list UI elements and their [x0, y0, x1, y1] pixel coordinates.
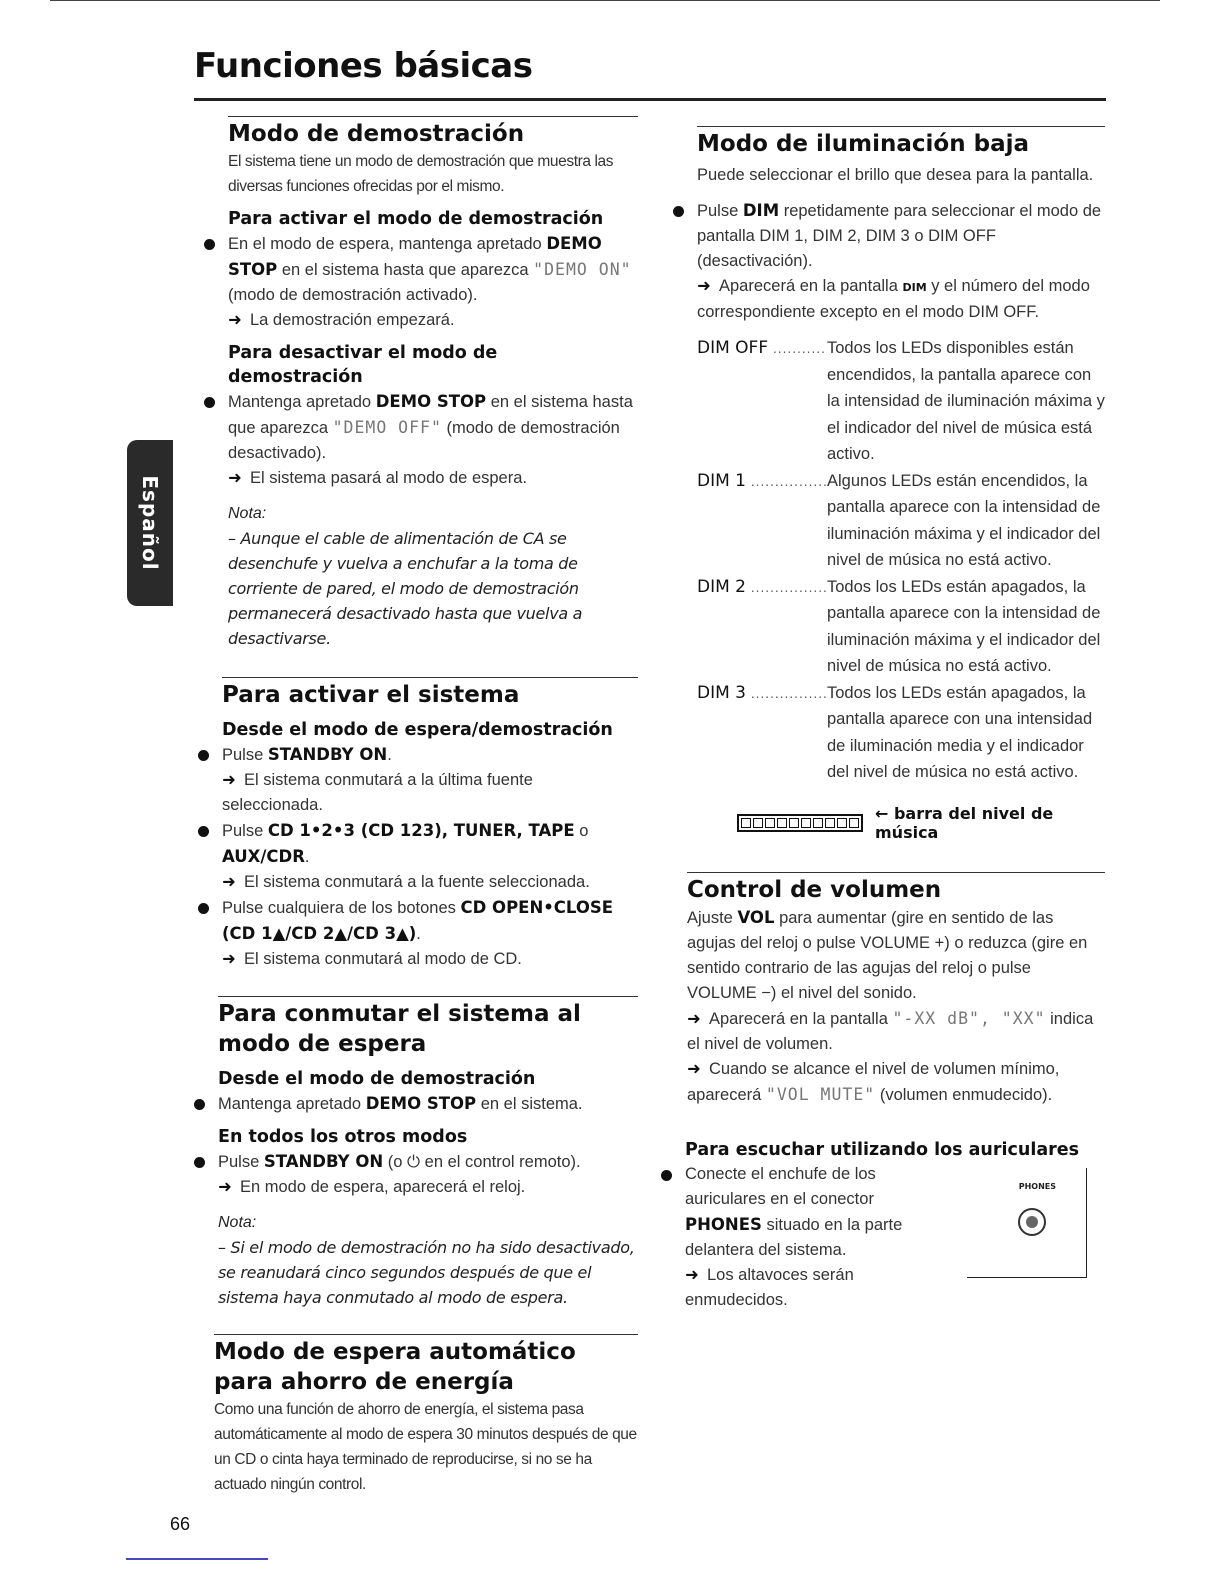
text: Pulse [697, 202, 743, 220]
dim-mode-key: DIM 3 ..... [697, 680, 827, 786]
standby-result [218, 1175, 638, 1200]
standby-on-key: STANDBY ON [267, 745, 388, 764]
lcd-text: "DEMO ON" [533, 260, 632, 279]
dim-result [697, 274, 1105, 325]
demo-activate-step [228, 231, 638, 308]
text: Cuando se alcance el nivel de volumen mínimo, aparecerá [687, 1059, 1060, 1104]
result-text: El sistema pasará al modo de espera. [250, 469, 527, 487]
text: indica el nivel de volumen. [687, 1009, 1094, 1053]
arrow-icon: ➜ [685, 1265, 699, 1284]
arrow-icon: ➜ [222, 950, 236, 968]
volume-result-1 [687, 1006, 1105, 1057]
language-tab [127, 440, 173, 606]
result-text: El sistema conmutará a la última fuente seleccionada. [222, 771, 533, 814]
section-dim-mode [697, 126, 1105, 842]
page-number: 66 [170, 1514, 191, 1534]
volume-heading: Control de volumen [687, 876, 942, 903]
text: (modo de demostración activado). [228, 286, 478, 304]
phones-key: PHONES [685, 1214, 762, 1234]
arrow-icon: ➜ [228, 311, 242, 329]
text: Aparecerá en la pantalla [709, 1009, 893, 1028]
demo-deactivate-result [228, 466, 638, 491]
demo-note-text: – Aunque el cable de alimentación de CA se desenchufe y vuelva a enchufar a la toma de corriente de pared, el modo de demostración permanecerá desactivado hasta que vuelva a desactivarse. [228, 529, 583, 648]
dim-mode-key: DIM 2 ..... [697, 574, 827, 680]
dim-mode-row [697, 468, 1105, 574]
text: o [574, 822, 589, 840]
section-rule [228, 116, 638, 117]
text: (modo de demostración desactivado). [228, 419, 620, 462]
text: Ajuste [687, 908, 738, 927]
text: (o ⏻ en el control remoto). [383, 1153, 581, 1171]
auto-text: Como una función de ahorro de energía, el sistema pasa automáticamente al modo de espera 30 minutos después de que un CD o cinta haya terminado de reproducirse, si no se ha actuado ningún control. [214, 1401, 637, 1493]
section-rule [214, 1334, 638, 1335]
text: en el sistema. [476, 1095, 583, 1113]
standby-sub-2: En todos los otros modos [218, 1127, 468, 1147]
section-rule [697, 126, 1105, 127]
lcd-text: "-XX dB", "XX" [892, 1008, 1046, 1028]
activate-result-1 [222, 768, 638, 818]
result-text: En modo de espera, aparecerá el reloj. [240, 1178, 526, 1196]
phones-body [685, 1162, 1105, 1313]
standby-step-1 [218, 1091, 638, 1117]
arrow-icon: ➜ [218, 1178, 232, 1196]
text: En el modo de espera, mantenga apretado [228, 235, 547, 253]
text: Mantenga apretado [218, 1095, 366, 1113]
demo-activate-heading: Para activar el modo de demostración [228, 209, 604, 229]
text: y el número del modo correspondiente excepto en el modo DIM OFF. [697, 277, 1090, 321]
arrow-icon: ➜ [228, 469, 242, 487]
lcd-text: "DEMO OFF" [332, 418, 442, 437]
music-level-bar-icon [737, 814, 863, 832]
text: . [416, 925, 421, 943]
phones-heading: Para escuchar utilizando los auriculares [685, 1139, 1080, 1160]
headphone-jack-icon [1018, 1208, 1046, 1236]
dim-mode-desc: Todos los LEDs disponibles están encendidos, la pantalla aparece con la intensidad de iluminación máxima y el indicador del nivel de música está activo. [827, 339, 1105, 463]
music-level-bar-label: ← barra del nivel de música [875, 803, 1054, 842]
text: Pulse [222, 822, 268, 840]
aux-cdr-key: AUX/CDR [222, 847, 305, 866]
text: . [387, 746, 392, 764]
title-rule [194, 98, 1106, 101]
text: situado en la parte delantera del sistema. [685, 1215, 903, 1259]
auto-heading: Modo de espera automático para ahorro de energía [214, 1339, 576, 1395]
phones-step [685, 1162, 955, 1263]
section-activate-system [222, 677, 638, 972]
left-column [198, 116, 638, 1497]
phones-figure-label: PHONES [1018, 1181, 1056, 1191]
activate-step-3 [222, 895, 638, 947]
result-text: La demostración empezará. [250, 311, 455, 329]
dim-key: DIM [742, 201, 780, 220]
dim-mode-key: DIM 1 ..... [697, 468, 827, 574]
page-title: Funciones básicas [194, 46, 533, 86]
source-keys: CD 1•2•3 (CD 123), TUNER, TAPE [267, 821, 575, 840]
standby-note-text: – Si el modo de demostración no ha sido desactivado, se reanudará cinco segundos después de que el sistema haya conmutado al modo de espera. [218, 1238, 635, 1307]
section-rule [222, 677, 638, 678]
dim-mode-desc: Todos los LEDs están apagados, la pantalla aparece con una intensidad de iluminación media y el indicador del nivel de música no está activo. [827, 683, 1093, 781]
dim-mode-key: DIM OFF ..... [697, 335, 827, 468]
music-level-bar-figure [737, 804, 1105, 842]
demo-heading: Modo de demostración [228, 121, 525, 147]
text: Conecte el enchufe de los auriculares en el conector [685, 1164, 876, 1208]
arrow-icon: ➜ [687, 1009, 701, 1028]
footer-line [126, 1558, 268, 1560]
arrow-icon: ➜ [687, 1059, 701, 1078]
dim-intro: Puede seleccionar el brillo que desea para la pantalla. [697, 166, 1094, 184]
section-standby [218, 996, 638, 1310]
demo-intro: El sistema tiene un modo de demostración que muestra las diversas funciones ofrecidas por el mismo. [228, 153, 614, 195]
phones-result [685, 1263, 955, 1313]
activate-step-1 [222, 742, 638, 768]
activate-step-2 [222, 818, 638, 870]
standby-sub-1: Desde el modo de demostración [218, 1069, 536, 1089]
arrow-icon: ➜ [697, 277, 711, 295]
dim-heading: Modo de iluminación baja [697, 131, 1030, 157]
section-rule [218, 996, 638, 997]
dim-step [697, 198, 1105, 274]
right-column [665, 116, 1105, 1313]
dim-indicator: DIM [902, 281, 927, 294]
text: Mantenga apretado [228, 393, 376, 411]
demo-deactivate-heading: Para desactivar el modo de demostración [228, 343, 498, 387]
standby-step-2 [218, 1149, 638, 1175]
section-auto-standby [214, 1334, 638, 1497]
arrow-icon: ➜ [222, 771, 236, 789]
section-volume [687, 872, 1105, 1108]
text: . [304, 848, 310, 866]
volume-result-2 [687, 1057, 1105, 1108]
standby-heading: Para conmutar el sistema al modo de espera [218, 1001, 581, 1057]
activate-heading: Para activar el sistema [222, 682, 520, 708]
text: en el sistema hasta que aparezca [228, 393, 633, 437]
dim-mode-desc: Todos los LEDs están apagados, la pantalla aparece con la intensidad de iluminación máxima y el indicador del nivel de música no está activo. [827, 577, 1101, 675]
arrow-icon: ➜ [222, 873, 236, 891]
volume-text [687, 905, 1105, 1006]
result-text: Los altavoces serán enmudecidos. [685, 1265, 854, 1309]
text: Aparecerá en la pantalla [719, 277, 903, 295]
standby-on-key: STANDBY ON [263, 1152, 384, 1171]
demo-activate-result [228, 308, 638, 333]
cd-open-close-keys: CD OPEN•CLOSE (CD 1▲/CD 2▲/CD 3▲) [222, 898, 614, 943]
text: Pulse cualquiera de los botones [222, 899, 461, 917]
text: repetidamente para seleccionar el modo de pantalla DIM 1, DIM 2, DIM 3 o DIM OFF (desactivación). [697, 202, 1102, 270]
dim-mode-row [697, 574, 1105, 680]
result-text: El sistema conmutará al modo de CD. [244, 950, 522, 968]
text: Pulse [218, 1153, 264, 1171]
lcd-text: "VOL MUTE" [765, 1084, 876, 1104]
activate-result-2 [222, 870, 638, 895]
text: (volumen enmudecido). [875, 1085, 1053, 1104]
language-tab-label: Español [138, 475, 162, 571]
activate-sub: Desde el modo de espera/demostración [222, 720, 613, 740]
activate-result-3 [222, 947, 638, 972]
section-headphones [685, 1138, 1105, 1313]
demo-deactivate-step [228, 389, 638, 466]
demo-stop-key: DEMO STOP [228, 234, 602, 279]
text: para aumentar (gire en sentido de las agujas del reloj o pulse VOLUME +) o reduzca (gire en sentido contrario de las agujas del reloj o pulse VOLUME −) el nivel del sonido. [687, 908, 1088, 1002]
section-demo-mode [228, 116, 638, 651]
demo-stop-key: DEMO STOP [375, 392, 487, 411]
dim-mode-row [697, 335, 1105, 468]
top-border-line [50, 0, 1160, 1]
standby-note-label: Nota: [218, 1214, 257, 1231]
section-rule [687, 872, 1105, 873]
phones-jack-figure [967, 1168, 1087, 1278]
demo-note-label: Nota: [228, 505, 267, 522]
text: Pulse [222, 746, 268, 764]
result-text: El sistema conmutará a la fuente seleccionada. [244, 873, 590, 891]
dim-mode-desc: Algunos LEDs están encendidos, la pantalla aparece con la intensidad de iluminación máxima y el indicador del nivel de música no está activo. [827, 471, 1101, 569]
dim-modes-table [697, 335, 1105, 786]
text: en el sistema hasta que aparezca [277, 261, 534, 279]
demo-stop-key: DEMO STOP [365, 1094, 477, 1113]
vol-key: VOL [737, 907, 775, 927]
dim-mode-row [697, 680, 1105, 786]
